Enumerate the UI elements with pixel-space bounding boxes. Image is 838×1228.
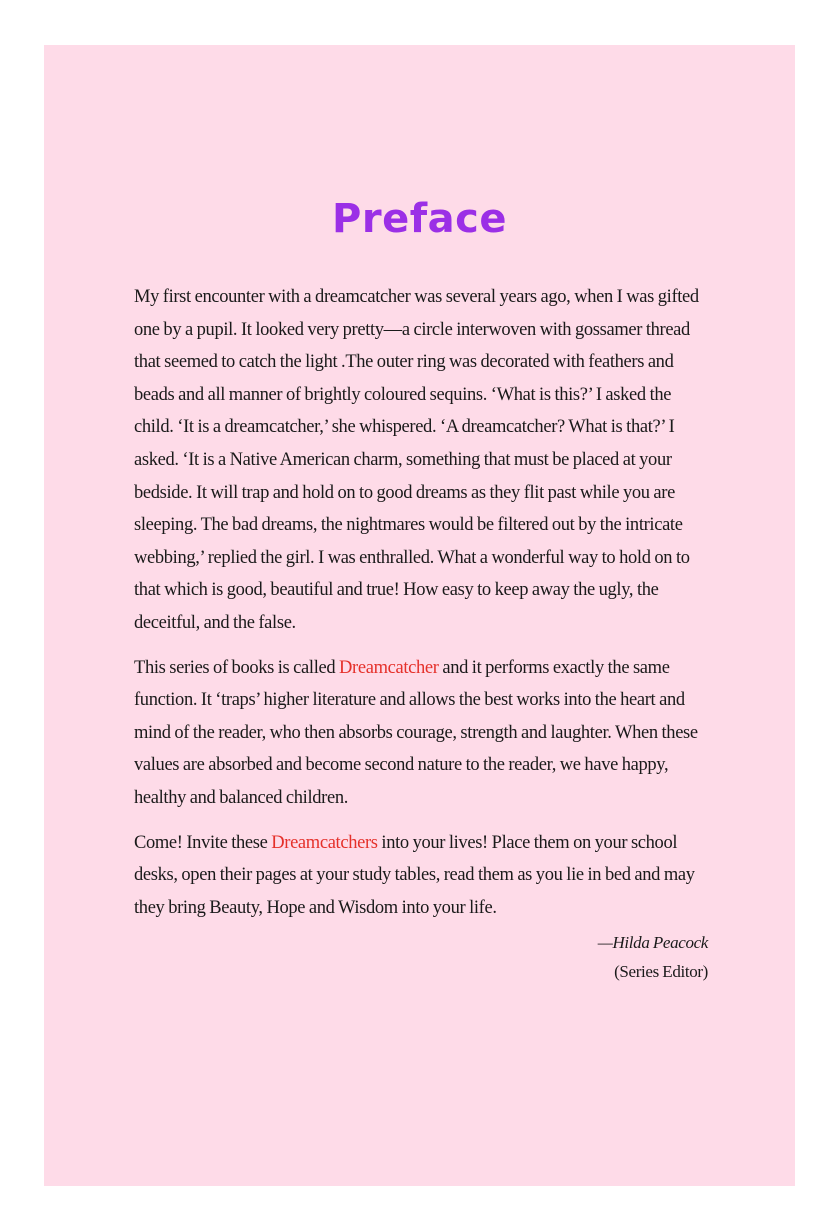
page-title: Preface [332, 196, 507, 242]
paragraph-text: into your lives! Place them on your school desks, open their pages at your study tables, read them as you lie in bed and may they bring Beauty, Hope and Wisdom into your life. [134, 832, 695, 918]
series-name-highlight: Dreamcatcher [339, 657, 439, 678]
paragraph-dreamcatcher-story: My first encounter with a dreamcatcher was several years ago, when I was gifted one by a pupil. It looked very pretty—a circle interwoven with gossamer thread that seemed to catch the light .The outer ring was decorated with feathers and beads and all manner of brightly coloured sequins. ‘What is this?’ I asked the child. ‘It is a dreamcatcher,’ she whispered. ‘A dreamcatcher? What is that?’ I asked. ‘It is a Native American charm, something that must be placed at your bedside. It will trap and hold on to good dreams as they flit past while you are sleeping. The bad dreams, the nightmares would be filtered out by the intricate webbing,’ replied the girl. I was enthralled. What a wonderful way to hold on to that which is good, beautiful and true! How easy to keep away the ugly, the deceitful, and the false. [134, 287, 699, 633]
paragraph-invitation [134, 827, 708, 925]
paragraph-text: and it performs exactly the same function. It ‘traps’ higher literature and allows the best works into the heart and mind of the reader, who then absorbs courage, strength and laughter. When these values are absorbed and become second nature to the reader, we have happy, healthy and balanced children. [134, 657, 698, 808]
signature-role: (Series Editor) [614, 962, 708, 982]
paragraph-series-description [134, 652, 708, 815]
series-name-highlight: Dreamcatchers [271, 832, 378, 853]
signature-name: —Hilda Peacock [597, 933, 708, 953]
preface-page [44, 45, 795, 1186]
signature-block [134, 928, 708, 986]
preface-body [134, 281, 708, 986]
paragraph-text: Come! Invite these [134, 832, 272, 853]
paragraph-text: This series of books is called [134, 657, 340, 678]
